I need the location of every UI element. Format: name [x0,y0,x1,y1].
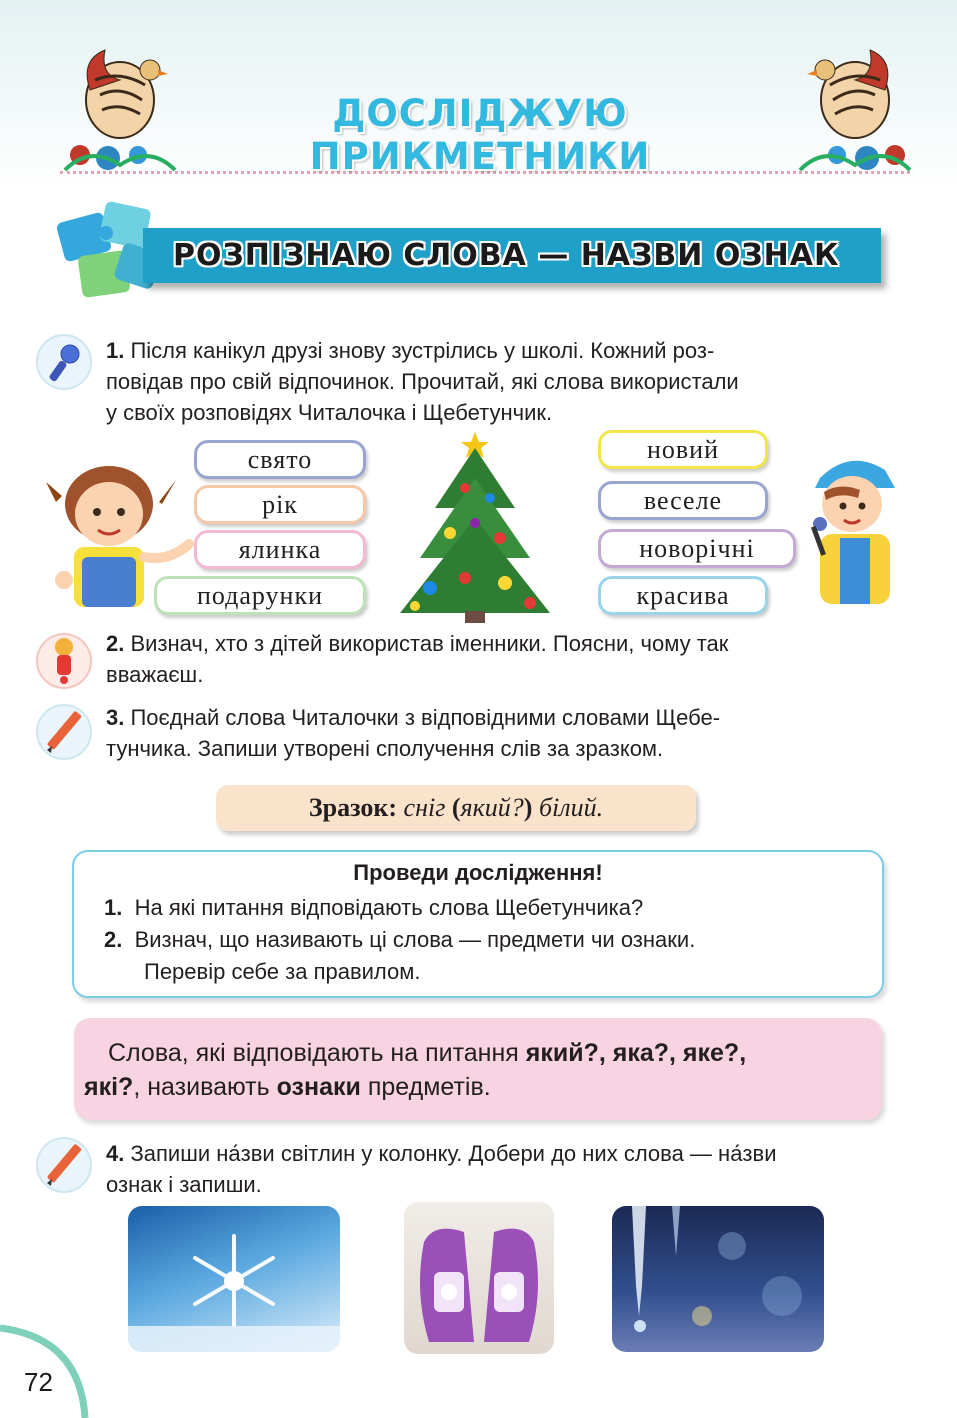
mittens-icon [404,1202,554,1354]
sample-question: який? [460,793,524,822]
icicle-icon [612,1206,824,1352]
exclamation-icon [36,633,92,689]
mittens-photo [404,1202,554,1354]
section-title: РОЗПІЗНАЮ СЛОВА — НАЗВИ ОЗНАК [173,238,840,273]
sample-adjective: білий. [538,793,604,822]
task-1 [106,335,882,428]
task-1-number: 1. [106,338,125,363]
word-left-1: свято [194,440,366,479]
research-item-1 [104,892,695,924]
research-item-2-text: Визнач, що називають ці слова — предмети чи ознаки. [134,927,696,952]
word-right-1: новий [598,430,768,469]
task-2-line-1: Визнач, хто з дітей використав іменники. Поясни, чому так [130,631,729,656]
task-3-number: 3. [106,705,125,730]
rule-part-3: предметів. [360,1073,491,1101]
page-number: 72 [24,1367,53,1397]
research-item-1-number: 1. [104,895,123,920]
pen-icon [36,704,92,760]
task-4-number: 4. [106,1141,125,1166]
rule-text [84,1036,874,1104]
christmas-tree-illustration [395,428,555,624]
sample-noun: сніг [403,793,446,822]
word-left-4: подарунки [154,576,366,615]
task-2-line-2: вважаєш. [106,662,204,687]
word-left-2: рік [194,485,366,524]
research-item-2 [104,924,695,956]
sample-box [216,785,696,831]
task-1-line-2: повідав про свій відпочинок. Прочитай, які слова використали [106,369,739,394]
research-item-2-line-2: Перевір себе за правилом. [144,959,421,984]
task-1-line-1: Після канікул друзі знову зустрілись у школі. Кожний роз- [130,338,715,363]
microphone-icon [36,334,92,390]
word-right-2: веселе [598,481,768,520]
boy-illustration [800,448,905,608]
task-3 [106,702,882,764]
icicle-photo [612,1206,824,1352]
snowflake-icon [128,1206,340,1352]
task-4-line-1: Запиши на́зви світлин у колонку. Добери до них слова — на́зви [130,1141,777,1166]
research-item-1-text: На які питання відповідають слова Щебетунчика? [134,895,644,920]
task-4 [106,1138,892,1200]
research-title: Проведи дослідження! [353,860,603,885]
rule-bold-question-plural: які? [84,1073,134,1101]
rule-bold-questions: який?, яка?, яке?, [525,1039,747,1067]
rule-bold-features: ознаки [276,1073,361,1101]
rule-part-1: Слова, які відповідають на питання [108,1039,526,1067]
task-1-line-3: у своїх розповідях Читалочка і Щебетунчик. [106,400,553,425]
word-right-4: красива [598,576,768,615]
sample-label: Зразок: [308,793,398,822]
task-2-number: 2. [106,631,125,656]
page-title: ДОСЛІДЖУЮ ПРИКМЕТНИКИ [309,92,651,178]
task-2 [106,628,882,690]
word-left-3: ялинка [194,530,366,569]
pen-icon-task-4 [36,1137,92,1193]
task-3-line-1: Поєднай слова Читалочки з відповідними словами Щебе- [130,705,721,730]
research-list [104,892,695,988]
research-box [72,850,884,998]
rooster-ornament-right-icon [795,40,915,180]
rule-box [74,1018,882,1120]
task-4-line-2: ознак і запиши. [106,1172,262,1197]
rule-part-2: , називають [133,1073,277,1101]
task-3-line-2: тунчика. Запиши утворені сполучення слів за зразком. [106,736,664,761]
sample-open: ( [451,793,461,822]
word-right-3: новорічні [598,529,796,568]
sample-close: ) [523,793,533,822]
snowflake-photo [128,1206,340,1352]
research-item-2-number: 2. [104,927,123,952]
